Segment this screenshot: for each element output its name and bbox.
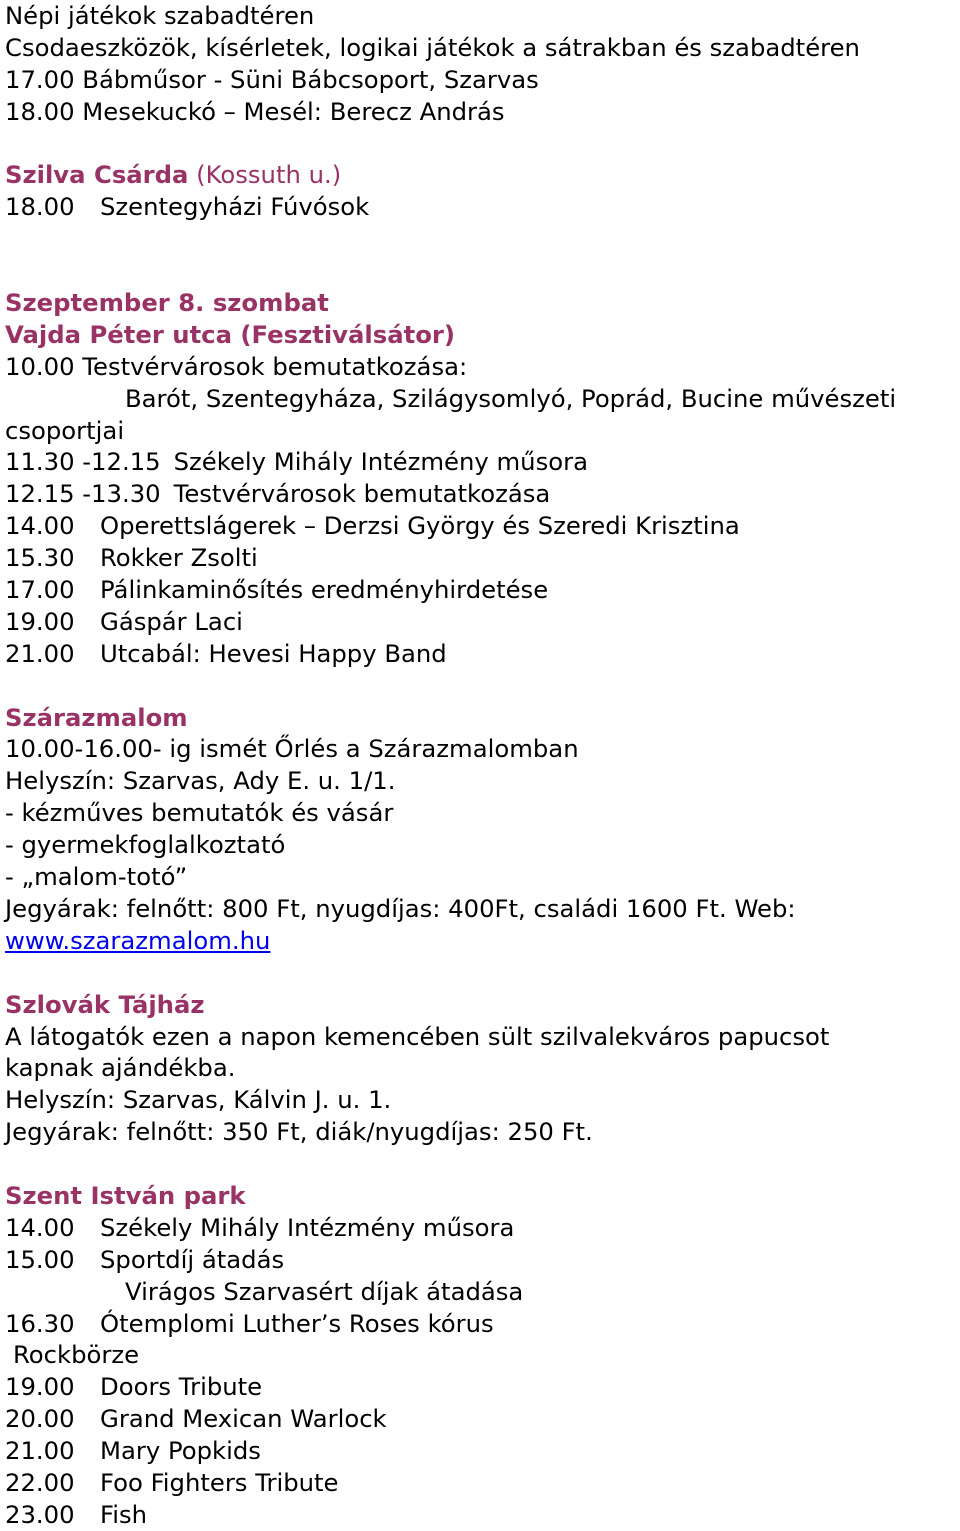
event-title: Foo Fighters Tribute (100, 1467, 339, 1497)
event-row (5, 191, 960, 223)
event-title: Mary Popkids (100, 1436, 261, 1466)
event-time: 21.00 (5, 1436, 75, 1466)
event-title: Szentegyházi Fúvósok (100, 192, 370, 222)
event-title: Székely Mihály Intézmény műsora (173, 447, 588, 477)
text-line: 18.00 Mesekuckó – Mesél: Berecz András (5, 96, 505, 126)
venue-heading-vajda: Vajda Péter utca (Fesztiválsátor) (5, 319, 455, 349)
venue-heading-szlovak: Szlovák Tájház (5, 989, 205, 1019)
text-line: csoportjai (5, 415, 125, 445)
event-title: Testvérvárosok bemutatkozása (173, 479, 551, 509)
event-row (5, 542, 960, 574)
spacer (5, 223, 960, 255)
event-row (5, 1244, 960, 1276)
event-time: 19.00 (5, 606, 75, 636)
spacer (5, 128, 960, 160)
event-row (5, 1403, 960, 1435)
program-document (5, 0, 960, 1531)
text-line: - gyermekfoglalkoztató (5, 830, 286, 860)
event-row (5, 446, 960, 478)
event-title: Fish (100, 1499, 148, 1529)
spacer (5, 1148, 960, 1180)
text-line: Csodaeszközök, kísérletek, logikai játékok a sátrakban és szabadtéren (5, 32, 860, 62)
text-line-indented: Virágos Szarvasért díjak átadása (125, 1276, 524, 1306)
event-row (5, 1212, 960, 1244)
spacer (5, 957, 960, 989)
event-title: Pálinkaminősítés eredményhirdetése (100, 575, 549, 605)
day-heading: Szeptember 8. szombat (5, 288, 329, 318)
event-time: 20.00 (5, 1404, 75, 1434)
event-title: Sportdíj átadás (100, 1244, 285, 1274)
event-time: 18.00 (5, 192, 75, 222)
subheading-rockborze: Rockbörze (13, 1340, 140, 1370)
event-time: 14.00 (5, 1212, 75, 1242)
text-line: A látogatók ezen a napon kemencében sült szilvalekváros papucsot (5, 1021, 830, 1051)
venue-heading-park: Szent István park (5, 1180, 246, 1210)
event-title: Operettslágerek – Derzsi György és Szeredi Krisztina (100, 511, 740, 541)
event-time: 23.00 (5, 1499, 75, 1529)
event-time: 15.30 (5, 543, 75, 573)
text-line: 17.00 Bábműsor - Süni Bábcsoport, Szarvas (5, 64, 539, 94)
event-row (5, 638, 960, 670)
event-title: Gáspár Laci (100, 606, 243, 636)
venue-heading-szilva (5, 159, 960, 191)
text-line: Helyszín: Szarvas, Ady E. u. 1/1. (5, 766, 396, 796)
event-row (5, 1435, 960, 1467)
text-line: 10.00-16.00- ig ismét Őrlés a Szárazmalomban (5, 734, 579, 764)
event-time: 15.00 (5, 1244, 75, 1274)
event-time: 12.15 -13.30 (5, 479, 161, 509)
event-list-vajda (5, 446, 960, 669)
event-time: 16.30 (5, 1308, 75, 1338)
ticket-prices: Jegyárak: felnőtt: 800 Ft, nyugdíjas: 400Ft, családi 1600 Ft. Web: (5, 893, 796, 923)
event-row (5, 1499, 960, 1531)
web-link-row (5, 925, 960, 957)
event-time: 22.00 (5, 1467, 75, 1497)
event-time: 11.30 -12.15 (5, 447, 161, 477)
ticket-prices: Jegyárak: felnőtt: 350 Ft, diák/nyugdíjas: 250 Ft. (5, 1117, 593, 1147)
text-line: Népi játékok szabadtéren (5, 1, 315, 30)
event-row (5, 1371, 960, 1403)
event-title: Ótemplomi Luther’s Roses kórus (100, 1308, 494, 1338)
text-line: - „malom-totó” (5, 862, 188, 892)
event-title: Székely Mihály Intézmény műsora (100, 1212, 515, 1242)
event-row (5, 478, 960, 510)
event-row (5, 574, 960, 606)
event-title: Doors Tribute (100, 1372, 263, 1402)
venue-name: Szilva Csárda (5, 160, 189, 190)
web-link[interactable]: www.szarazmalom.hu (5, 925, 271, 955)
venue-heading-szarazmalom: Szárazmalom (5, 702, 188, 732)
event-time: 19.00 (5, 1372, 75, 1402)
event-title: Rokker Zsolti (100, 543, 258, 573)
text-line: Helyszín: Szarvas, Kálvin J. u. 1. (5, 1085, 392, 1115)
event-row (5, 1308, 960, 1340)
event-time: 17.00 (5, 575, 75, 605)
text-line: kapnak ajándékba. (5, 1053, 236, 1083)
spacer (5, 670, 960, 702)
event-title: Utcabál: Hevesi Happy Band (100, 638, 447, 668)
text-line-indented: Barót, Szentegyháza, Szilágysomlyó, Poprád, Bucine művészeti (125, 383, 897, 413)
text-line: - kézműves bemutatók és vásár (5, 798, 394, 828)
event-row (5, 510, 960, 542)
event-time: 21.00 (5, 638, 75, 668)
event-title: Grand Mexican Warlock (100, 1404, 387, 1434)
event-time: 14.00 (5, 511, 75, 541)
venue-address: (Kossuth u.) (188, 160, 342, 190)
text-line: 10.00 Testvérvárosok bemutatkozása: (5, 351, 468, 381)
event-row (5, 606, 960, 638)
event-row (5, 1467, 960, 1499)
spacer (5, 255, 960, 287)
